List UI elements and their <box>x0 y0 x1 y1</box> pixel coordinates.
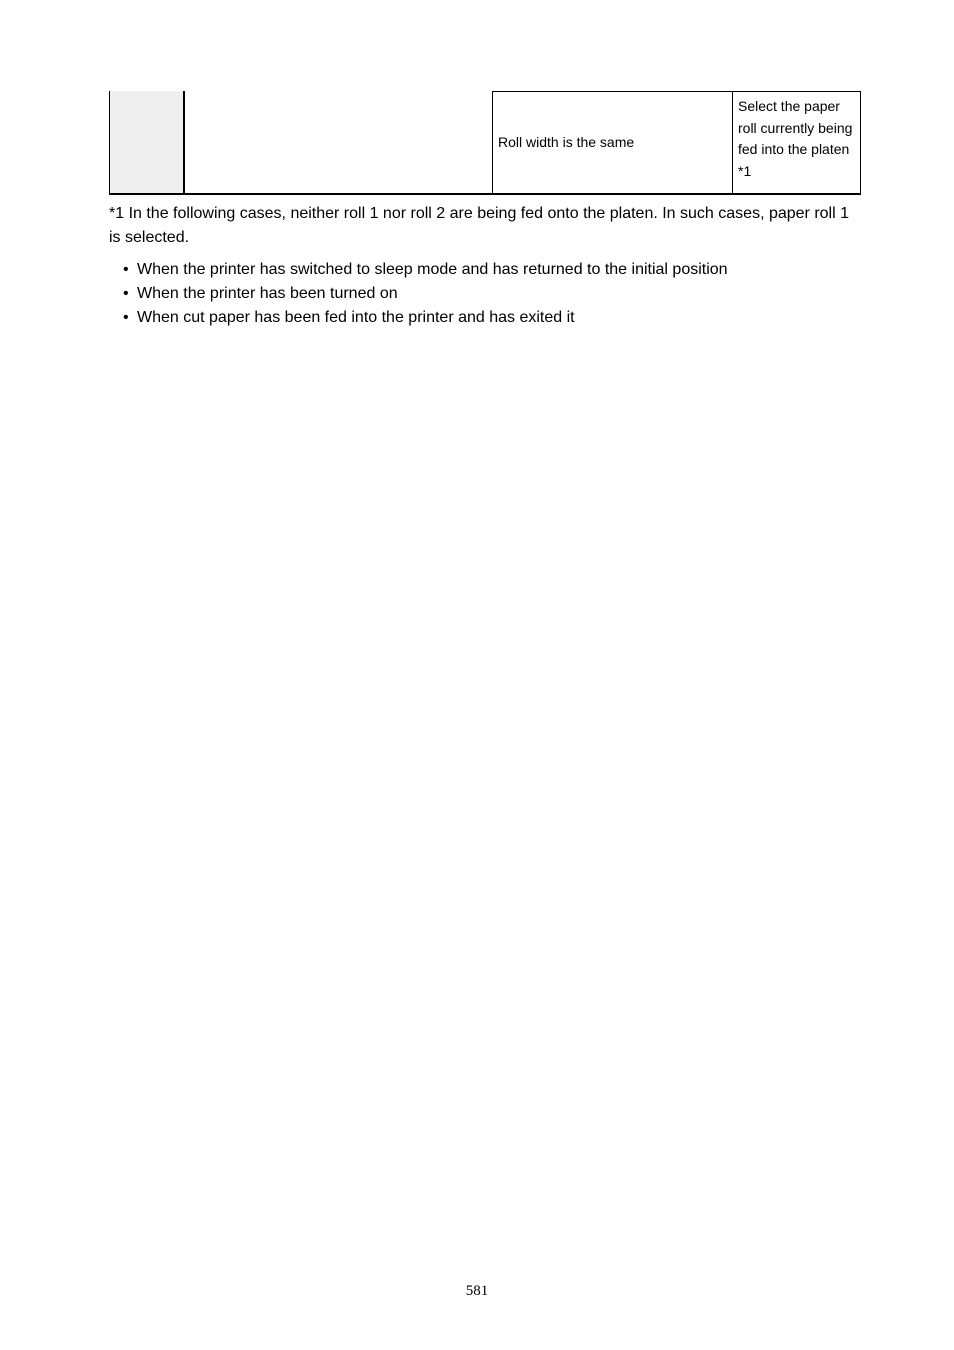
condition-text: Roll width is the same <box>498 133 635 150</box>
list-item-text: When the printer has switched to sleep mode and has returned to the initial position <box>137 261 728 278</box>
list-item-text: When cut paper has been fed into the printer and has exited it <box>137 309 575 326</box>
list-item <box>123 258 728 282</box>
table-cell-condition <box>492 91 733 195</box>
list-item-text: When the printer has been turned on <box>137 285 398 302</box>
list-item <box>123 282 728 306</box>
table-cell-setting <box>185 91 492 195</box>
bullet-icon: • <box>123 285 129 302</box>
page-number: 581 <box>465 1283 489 1299</box>
bullet-icon: • <box>123 309 129 326</box>
case-list <box>123 258 728 330</box>
table-cell-category <box>109 91 185 195</box>
bullet-icon: • <box>123 261 129 278</box>
footnote: *1 In the following cases, neither roll 1 nor roll 2 are being fed onto the platen. In such cases, paper roll 1 is selected. <box>109 205 849 246</box>
list-item <box>123 306 728 330</box>
table-cell-result: Select the paper roll currently being fed into the platen *1 <box>732 91 861 195</box>
settings-table <box>109 91 861 195</box>
